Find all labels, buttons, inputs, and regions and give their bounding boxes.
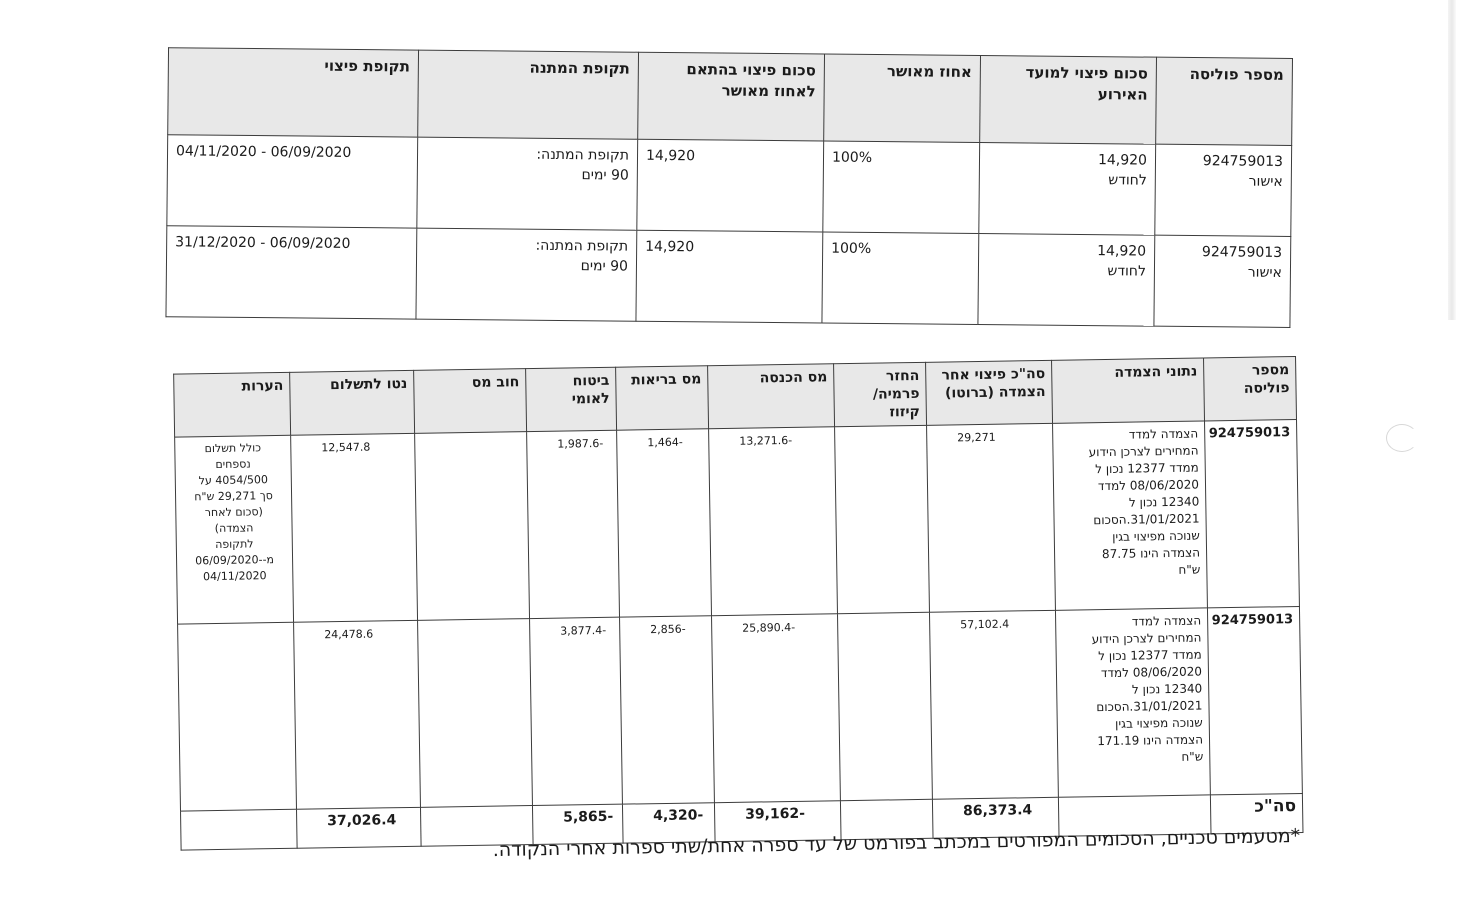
details-line: המחירים לצרכן הידוע	[1091, 630, 1202, 647]
header-compensation-period: תקופת פיצוי	[168, 48, 419, 137]
header-index-details: נתוני הצמדה	[1052, 358, 1205, 423]
header-tax-debt: חוב מס	[414, 369, 527, 434]
waiting-days: 90 ימים	[580, 258, 629, 275]
total-notes-empty	[181, 809, 298, 850]
footnote: *מטעמים טכניים, הסכומים המפורטים במכתב בפורמט של עד ספרה אחת/שתי ספרות אחרי הנקודה.	[492, 824, 1301, 862]
national-insurance: 1,987.6-	[527, 430, 620, 618]
event-amount: 14,920	[1097, 243, 1147, 260]
health-tax: 2,856-	[620, 616, 715, 804]
approved-amount: 14,920	[637, 139, 824, 232]
policy-number: 924759013	[1202, 153, 1284, 170]
notes-line: 4054/500 על	[198, 473, 269, 488]
details-line: 12340 נכון ל	[1131, 681, 1203, 697]
details-line: 31/01/2021.הסכום	[1093, 511, 1200, 528]
approved-amount: 14,920	[636, 230, 823, 323]
details-line: שנוכה מפיצוי בגין	[1112, 528, 1200, 544]
premium-refund	[835, 425, 930, 613]
notes-line: נספחים	[215, 457, 251, 471]
details-line: הצמדה הינו 171.19	[1097, 732, 1204, 749]
premium-refund	[837, 612, 932, 800]
policy-cell	[1155, 144, 1292, 236]
notes	[178, 622, 297, 811]
header-health-tax: מס בריאות	[616, 366, 709, 430]
policy-compensation-table	[165, 47, 1293, 328]
index-details	[1055, 608, 1210, 797]
policy-status: אישור	[1247, 264, 1283, 281]
details-line: הצמדה למדד	[1128, 426, 1199, 442]
table-row	[178, 606, 1303, 811]
notes-line: כולל תשלום	[204, 441, 262, 456]
total-net: 37,026.4	[296, 807, 421, 848]
net-payment: 12,547.8	[291, 433, 418, 622]
details-line: המחירים לצרכן הידוע	[1088, 443, 1199, 460]
approved-percent: 100%	[823, 141, 980, 233]
table-row	[175, 420, 1300, 625]
compensation-period: 04/11/2020 - 06/09/2020	[167, 135, 418, 228]
policy-number: 924759013	[1201, 244, 1283, 261]
waiting-period-cell	[416, 228, 637, 321]
details-line: 08/06/2020 למדד	[1100, 664, 1203, 681]
index-details	[1053, 421, 1208, 610]
table-row	[167, 135, 1292, 237]
tax-debt	[418, 619, 533, 808]
payment-breakdown-table	[173, 356, 1303, 851]
scan-edge	[1448, 0, 1456, 320]
policy-table-header	[168, 48, 1293, 146]
header-gross-total: סה"כ פיצוי אחר הצמדה (ברוטו)	[926, 360, 1053, 425]
income-tax: 13,271.6-	[709, 427, 838, 616]
total-label: סה"כ	[1210, 793, 1303, 833]
tax-debt	[415, 432, 530, 621]
details-line: 08/06/2020 למדד	[1097, 477, 1200, 494]
event-amount-cell	[979, 142, 1156, 235]
policy-number: 924759013	[1207, 606, 1302, 794]
waiting-label: תקופת המתנה:	[536, 146, 630, 164]
header-income-tax: מס הכנסה	[708, 364, 835, 429]
policy-cell	[1154, 235, 1291, 327]
header-national-insurance: ביטוח לאומי	[526, 367, 617, 431]
details-line: ממדד 12377 נכון ל	[1095, 460, 1199, 477]
table-row	[166, 226, 1291, 328]
header-notes: הערות	[174, 372, 291, 437]
header-waiting-period: תקופת המתנה	[418, 50, 639, 139]
details-line: הצמדה הינו 87.75	[1101, 545, 1201, 562]
total-health-tax: 4,320-	[622, 803, 715, 843]
header-policy-number: מספר פוליסה	[1156, 57, 1293, 145]
details-line: ש"ח	[1181, 749, 1204, 764]
notes-line: לתקופה	[215, 537, 254, 551]
notes-line: מ--06/09/2020	[195, 553, 275, 568]
details-line: 12340 נכון ל	[1128, 494, 1200, 510]
details-line: שנוכה מפיצוי בגין	[1115, 715, 1203, 731]
national-insurance: 3,877.4-	[530, 617, 623, 805]
event-amount: 14,920	[1097, 152, 1148, 169]
policy-status: אישור	[1248, 173, 1283, 190]
total-national-insurance: 5,865-	[532, 804, 623, 844]
details-line: הצמדה למדד	[1131, 613, 1202, 629]
waiting-days: 90 ימים	[581, 167, 629, 184]
total-gross: 86,373.4	[932, 797, 1059, 838]
compensation-period: 31/12/2020 - 06/09/2020	[166, 226, 417, 319]
event-amount-unit: לחודש	[1108, 172, 1147, 189]
notes	[175, 435, 294, 624]
gross-total: 29,271	[927, 423, 1056, 612]
header-policy-number: מספר פוליסה	[1204, 357, 1297, 421]
waiting-period-cell	[417, 137, 638, 230]
header-approved-percent: אחוז מאושר	[824, 54, 981, 142]
notes-line: 04/11/2020	[203, 569, 267, 584]
income-tax: 25,890.4-	[712, 614, 841, 803]
scan-mark	[1386, 424, 1418, 452]
policy-number: 924759013	[1205, 420, 1300, 608]
total-income-tax: 39,162-	[714, 801, 841, 842]
net-payment: 24,478.6	[294, 620, 421, 809]
header-premium-refund: החזר פרמיה/ קיזוז	[834, 362, 927, 426]
event-amount-cell	[978, 233, 1155, 326]
notes-line: (סכום לאחר	[204, 505, 263, 520]
event-amount-unit: לחודש	[1107, 263, 1147, 280]
waiting-label: תקופת המתנה:	[535, 237, 629, 255]
header-event-amount: סכום פיצוי למועד האירוע	[980, 56, 1157, 145]
header-net-payment: נטו לתשלום	[290, 370, 415, 435]
notes-line: סך 29,271 ש"ח	[194, 489, 273, 504]
health-tax: 1,464-	[617, 429, 712, 617]
gross-total: 57,102.4	[929, 610, 1058, 799]
details-line: ש"ח	[1178, 562, 1201, 577]
notes-line: הצמדה)	[214, 521, 254, 536]
details-line: ממדד 12377 נכון ל	[1098, 647, 1202, 664]
details-line: 31/01/2021.הסכום	[1096, 698, 1203, 715]
approved-percent: 100%	[822, 232, 979, 324]
header-approved-amount: סכום פיצוי בהתאם לאחוז מאושר	[638, 52, 825, 141]
